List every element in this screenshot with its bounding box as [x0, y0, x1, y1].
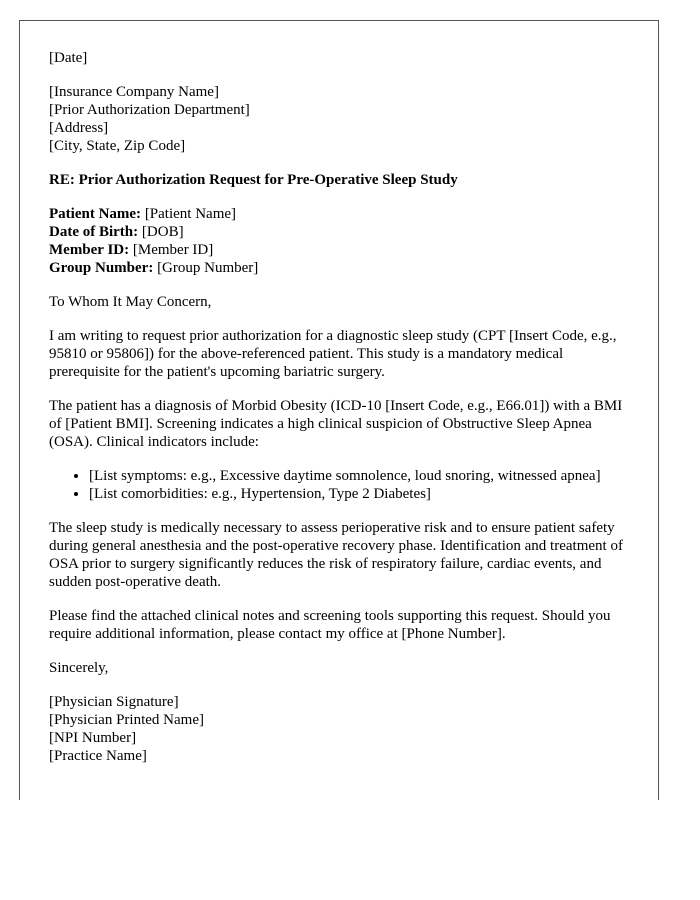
- paragraph-request: I am writing to request prior authorization for a diagnostic sleep study (CPT [Insert Code, e.g., 95810 or 95806]) for the above-referenced patient. This study is a mandatory medical prerequisite for the patient's upcoming bariatric surgery.: [49, 328, 617, 380]
- recipient-address-line: [Address]: [49, 120, 109, 136]
- paragraph-attachments: Please find the attached clinical notes and screening tools supporting this request. Should you require additional information, please contact my office at [Phone Number].: [49, 608, 611, 642]
- patient-member-row: [49, 241, 630, 259]
- patient-name-value: [Patient Name]: [144, 206, 237, 222]
- letter-date: [49, 49, 630, 67]
- npi-number: [NPI Number]: [49, 730, 137, 746]
- patient-member-label: Member ID:: [49, 242, 130, 258]
- patient-info: [49, 205, 630, 277]
- patient-group-value: [Group Number]: [157, 260, 259, 276]
- physician-signature: [Physician Signature]: [49, 694, 179, 710]
- salutation: To Whom It May Concern,: [49, 294, 212, 310]
- letter-page: [19, 20, 659, 800]
- recipient-city-state-zip: [City, State, Zip Code]: [49, 138, 186, 154]
- recipient-address: [49, 83, 630, 155]
- list-item: • [List symptoms: e.g., Excessive daytime somnolence, loud snoring, witnessed apnea]: [89, 467, 630, 485]
- patient-name-row: [49, 205, 630, 223]
- patient-name-label: Patient Name:: [49, 206, 142, 222]
- patient-group-row: [49, 259, 630, 277]
- clinical-indicators-list: [49, 467, 630, 503]
- letter-subject: RE: Prior Authorization Request for Pre-Operative Sleep Study: [49, 172, 458, 188]
- patient-dob-value: [DOB]: [141, 224, 184, 240]
- practice-name: [Practice Name]: [49, 748, 147, 764]
- patient-dob-row: [49, 223, 630, 241]
- list-item: • [List comorbidities: e.g., Hypertension, Type 2 Diabetes]: [89, 485, 630, 503]
- paragraph-necessity: The sleep study is medically necessary to assess perioperative risk and to ensure patient safety during general anesthesia and the post-operative recovery phase. Identification and treatment of OSA prior to surgery significantly reduces the risk of respiratory failure, cardiac events, and sudden post-operative death.: [49, 520, 623, 590]
- physician-printed-name: [Physician Printed Name]: [49, 712, 204, 728]
- recipient-department: [Prior Authorization Department]: [49, 102, 250, 118]
- paragraph-diagnosis: The patient has a diagnosis of Morbid Obesity (ICD-10 [Insert Code, e.g., E66.01]) with a BMI of [Patient BMI]. Screening indicates a high clinical suspicion of Obstructive Sleep Apnea (OSA). Clinical indicators include:: [49, 398, 623, 450]
- patient-dob-label: Date of Birth:: [49, 224, 139, 240]
- patient-member-value: [Member ID]: [132, 242, 214, 258]
- date-text: [Date]: [49, 50, 88, 66]
- signature-block: [49, 693, 630, 765]
- closing: Sincerely,: [49, 660, 109, 676]
- recipient-company: [Insurance Company Name]: [49, 84, 219, 100]
- patient-group-label: Group Number:: [49, 260, 154, 276]
